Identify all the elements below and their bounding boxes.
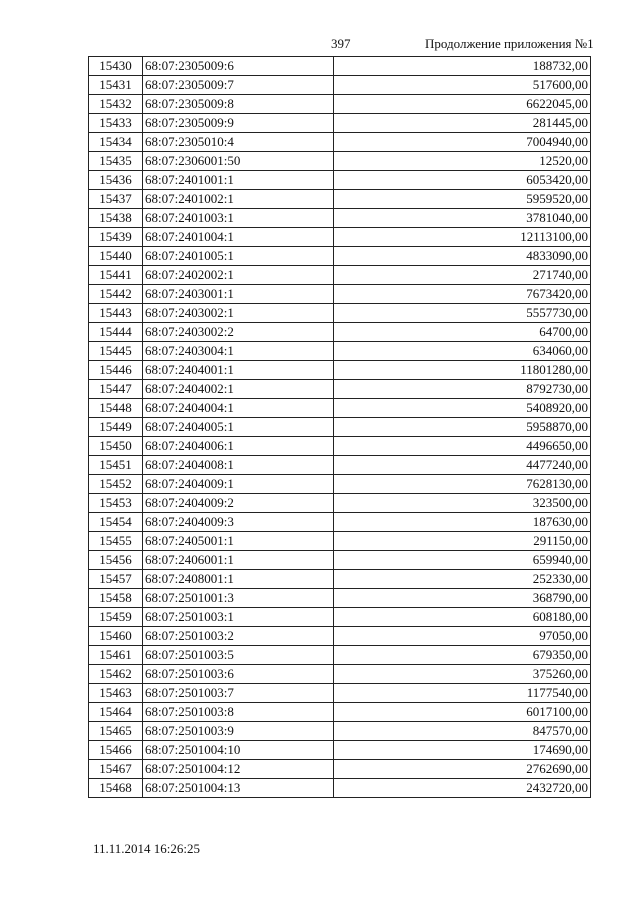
table-body bbox=[89, 57, 591, 798]
row-number-cell: 15453 bbox=[89, 494, 143, 513]
row-number-cell: 15465 bbox=[89, 722, 143, 741]
value-cell: 3781040,00 bbox=[334, 209, 591, 228]
table-row bbox=[89, 684, 591, 703]
cadastral-number-cell: 68:07:2408001:1 bbox=[143, 570, 334, 589]
cadastral-number-cell: 68:07:2404009:3 bbox=[143, 513, 334, 532]
table-row bbox=[89, 665, 591, 684]
row-number-cell: 15446 bbox=[89, 361, 143, 380]
value-cell: 608180,00 bbox=[334, 608, 591, 627]
row-number-cell: 15467 bbox=[89, 760, 143, 779]
table-row bbox=[89, 494, 591, 513]
table-row bbox=[89, 456, 591, 475]
cadastral-number-cell: 68:07:2404004:1 bbox=[143, 399, 334, 418]
value-cell: 188732,00 bbox=[334, 57, 591, 76]
row-number-cell: 15457 bbox=[89, 570, 143, 589]
row-number-cell: 15435 bbox=[89, 152, 143, 171]
cadastral-number-cell: 68:07:2403002:1 bbox=[143, 304, 334, 323]
cadastral-number-cell: 68:07:2404002:1 bbox=[143, 380, 334, 399]
cadastral-number-cell: 68:07:2401005:1 bbox=[143, 247, 334, 266]
value-cell: 187630,00 bbox=[334, 513, 591, 532]
cadastral-number-cell: 68:07:2501003:1 bbox=[143, 608, 334, 627]
value-cell: 281445,00 bbox=[334, 114, 591, 133]
cadastral-number-cell: 68:07:2501004:10 bbox=[143, 741, 334, 760]
cadastral-number-cell: 68:07:2401003:1 bbox=[143, 209, 334, 228]
value-cell: 12520,00 bbox=[334, 152, 591, 171]
row-number-cell: 15455 bbox=[89, 532, 143, 551]
cadastral-number-cell: 68:07:2405001:1 bbox=[143, 532, 334, 551]
table-row bbox=[89, 437, 591, 456]
table-row bbox=[89, 323, 591, 342]
value-cell: 7673420,00 bbox=[334, 285, 591, 304]
value-cell: 1177540,00 bbox=[334, 684, 591, 703]
value-cell: 252330,00 bbox=[334, 570, 591, 589]
row-number-cell: 15464 bbox=[89, 703, 143, 722]
row-number-cell: 15447 bbox=[89, 380, 143, 399]
table-row bbox=[89, 513, 591, 532]
cadastral-number-cell: 68:07:2404006:1 bbox=[143, 437, 334, 456]
table-row bbox=[89, 304, 591, 323]
row-number-cell: 15451 bbox=[89, 456, 143, 475]
row-number-cell: 15439 bbox=[89, 228, 143, 247]
table-row bbox=[89, 285, 591, 304]
table-row bbox=[89, 741, 591, 760]
row-number-cell: 15463 bbox=[89, 684, 143, 703]
row-number-cell: 15458 bbox=[89, 589, 143, 608]
table-row bbox=[89, 266, 591, 285]
table-row bbox=[89, 627, 591, 646]
row-number-cell: 15449 bbox=[89, 418, 143, 437]
table-row bbox=[89, 722, 591, 741]
table-row bbox=[89, 399, 591, 418]
table-row bbox=[89, 418, 591, 437]
table-row bbox=[89, 532, 591, 551]
cadastral-number-cell: 68:07:2501003:9 bbox=[143, 722, 334, 741]
value-cell: 97050,00 bbox=[334, 627, 591, 646]
value-cell: 7004940,00 bbox=[334, 133, 591, 152]
row-number-cell: 15448 bbox=[89, 399, 143, 418]
print-timestamp: 11.11.2014 16:26:25 bbox=[93, 841, 201, 856]
table-row bbox=[89, 646, 591, 665]
value-cell: 679350,00 bbox=[334, 646, 591, 665]
cadastral-number-cell: 68:07:2404001:1 bbox=[143, 361, 334, 380]
table-row bbox=[89, 209, 591, 228]
row-number-cell: 15442 bbox=[89, 285, 143, 304]
row-number-cell: 15443 bbox=[89, 304, 143, 323]
cadastral-number-cell: 68:07:2401001:1 bbox=[143, 171, 334, 190]
cadastral-number-cell: 68:07:2501003:7 bbox=[143, 684, 334, 703]
row-number-cell: 15431 bbox=[89, 76, 143, 95]
cadastral-number-cell: 68:07:2501003:6 bbox=[143, 665, 334, 684]
value-cell: 8792730,00 bbox=[334, 380, 591, 399]
value-cell: 5959520,00 bbox=[334, 190, 591, 209]
table-row bbox=[89, 171, 591, 190]
table-row bbox=[89, 133, 591, 152]
value-cell: 7628130,00 bbox=[334, 475, 591, 494]
cadastral-number-cell: 68:07:2501004:13 bbox=[143, 779, 334, 798]
row-number-cell: 15440 bbox=[89, 247, 143, 266]
row-number-cell: 15460 bbox=[89, 627, 143, 646]
cadastral-number-cell: 68:07:2305009:7 bbox=[143, 76, 334, 95]
value-cell: 634060,00 bbox=[334, 342, 591, 361]
table-row bbox=[89, 342, 591, 361]
cadastral-number-cell: 68:07:2501004:12 bbox=[143, 760, 334, 779]
table-row bbox=[89, 228, 591, 247]
table-row bbox=[89, 570, 591, 589]
value-cell: 2762690,00 bbox=[334, 760, 591, 779]
table-row bbox=[89, 95, 591, 114]
cadastral-number-cell: 68:07:2403004:1 bbox=[143, 342, 334, 361]
cadastral-number-cell: 68:07:2305010:4 bbox=[143, 133, 334, 152]
row-number-cell: 15444 bbox=[89, 323, 143, 342]
row-number-cell: 15430 bbox=[89, 57, 143, 76]
table-row bbox=[89, 779, 591, 798]
cadastral-number-cell: 68:07:2501003:8 bbox=[143, 703, 334, 722]
value-cell: 5557730,00 bbox=[334, 304, 591, 323]
row-number-cell: 15433 bbox=[89, 114, 143, 133]
value-cell: 271740,00 bbox=[334, 266, 591, 285]
value-cell: 291150,00 bbox=[334, 532, 591, 551]
cadastral-number-cell: 68:07:2306001:50 bbox=[143, 152, 334, 171]
table-row bbox=[89, 57, 591, 76]
value-cell: 5408920,00 bbox=[334, 399, 591, 418]
table-row bbox=[89, 589, 591, 608]
row-number-cell: 15450 bbox=[89, 437, 143, 456]
row-number-cell: 15445 bbox=[89, 342, 143, 361]
row-number-cell: 15432 bbox=[89, 95, 143, 114]
cadastral-number-cell: 68:07:2406001:1 bbox=[143, 551, 334, 570]
cadastral-number-cell: 68:07:2404008:1 bbox=[143, 456, 334, 475]
value-cell: 375260,00 bbox=[334, 665, 591, 684]
row-number-cell: 15441 bbox=[89, 266, 143, 285]
table-row bbox=[89, 760, 591, 779]
value-cell: 517600,00 bbox=[334, 76, 591, 95]
cadastral-table bbox=[88, 56, 591, 798]
table-row bbox=[89, 114, 591, 133]
row-number-cell: 15454 bbox=[89, 513, 143, 532]
table-row bbox=[89, 76, 591, 95]
value-cell: 4477240,00 bbox=[334, 456, 591, 475]
cadastral-number-cell: 68:07:2305009:9 bbox=[143, 114, 334, 133]
value-cell: 4833090,00 bbox=[334, 247, 591, 266]
row-number-cell: 15461 bbox=[89, 646, 143, 665]
cadastral-number-cell: 68:07:2501003:2 bbox=[143, 627, 334, 646]
row-number-cell: 15466 bbox=[89, 741, 143, 760]
value-cell: 6622045,00 bbox=[334, 95, 591, 114]
table-row bbox=[89, 703, 591, 722]
value-cell: 2432720,00 bbox=[334, 779, 591, 798]
value-cell: 6017100,00 bbox=[334, 703, 591, 722]
value-cell: 11801280,00 bbox=[334, 361, 591, 380]
row-number-cell: 15434 bbox=[89, 133, 143, 152]
table-row bbox=[89, 608, 591, 627]
cadastral-number-cell: 68:07:2404005:1 bbox=[143, 418, 334, 437]
row-number-cell: 15437 bbox=[89, 190, 143, 209]
table-row bbox=[89, 551, 591, 570]
table-row bbox=[89, 247, 591, 266]
row-number-cell: 15436 bbox=[89, 171, 143, 190]
value-cell: 5958870,00 bbox=[334, 418, 591, 437]
table-row bbox=[89, 152, 591, 171]
cadastral-number-cell: 68:07:2401002:1 bbox=[143, 190, 334, 209]
cadastral-number-cell: 68:07:2305009:8 bbox=[143, 95, 334, 114]
row-number-cell: 15459 bbox=[89, 608, 143, 627]
table-row bbox=[89, 190, 591, 209]
table-row bbox=[89, 380, 591, 399]
cadastral-number-cell: 68:07:2501003:5 bbox=[143, 646, 334, 665]
cadastral-number-cell: 68:07:2403002:2 bbox=[143, 323, 334, 342]
row-number-cell: 15468 bbox=[89, 779, 143, 798]
value-cell: 368790,00 bbox=[334, 589, 591, 608]
value-cell: 847570,00 bbox=[334, 722, 591, 741]
cadastral-number-cell: 68:07:2401004:1 bbox=[143, 228, 334, 247]
value-cell: 6053420,00 bbox=[334, 171, 591, 190]
row-number-cell: 15438 bbox=[89, 209, 143, 228]
table-row bbox=[89, 475, 591, 494]
value-cell: 174690,00 bbox=[334, 741, 591, 760]
cadastral-number-cell: 68:07:2305009:6 bbox=[143, 57, 334, 76]
cadastral-number-cell: 68:07:2402002:1 bbox=[143, 266, 334, 285]
row-number-cell: 15456 bbox=[89, 551, 143, 570]
row-number-cell: 15462 bbox=[89, 665, 143, 684]
value-cell: 12113100,00 bbox=[334, 228, 591, 247]
cadastral-number-cell: 68:07:2404009:1 bbox=[143, 475, 334, 494]
cadastral-number-cell: 68:07:2404009:2 bbox=[143, 494, 334, 513]
page-caption: Продолжение приложения №1 bbox=[425, 36, 594, 51]
value-cell: 64700,00 bbox=[334, 323, 591, 342]
value-cell: 659940,00 bbox=[334, 551, 591, 570]
cadastral-number-cell: 68:07:2501001:3 bbox=[143, 589, 334, 608]
page-number: 397 bbox=[331, 36, 351, 51]
value-cell: 4496650,00 bbox=[334, 437, 591, 456]
table-row bbox=[89, 361, 591, 380]
value-cell: 323500,00 bbox=[334, 494, 591, 513]
cadastral-number-cell: 68:07:2403001:1 bbox=[143, 285, 334, 304]
row-number-cell: 15452 bbox=[89, 475, 143, 494]
